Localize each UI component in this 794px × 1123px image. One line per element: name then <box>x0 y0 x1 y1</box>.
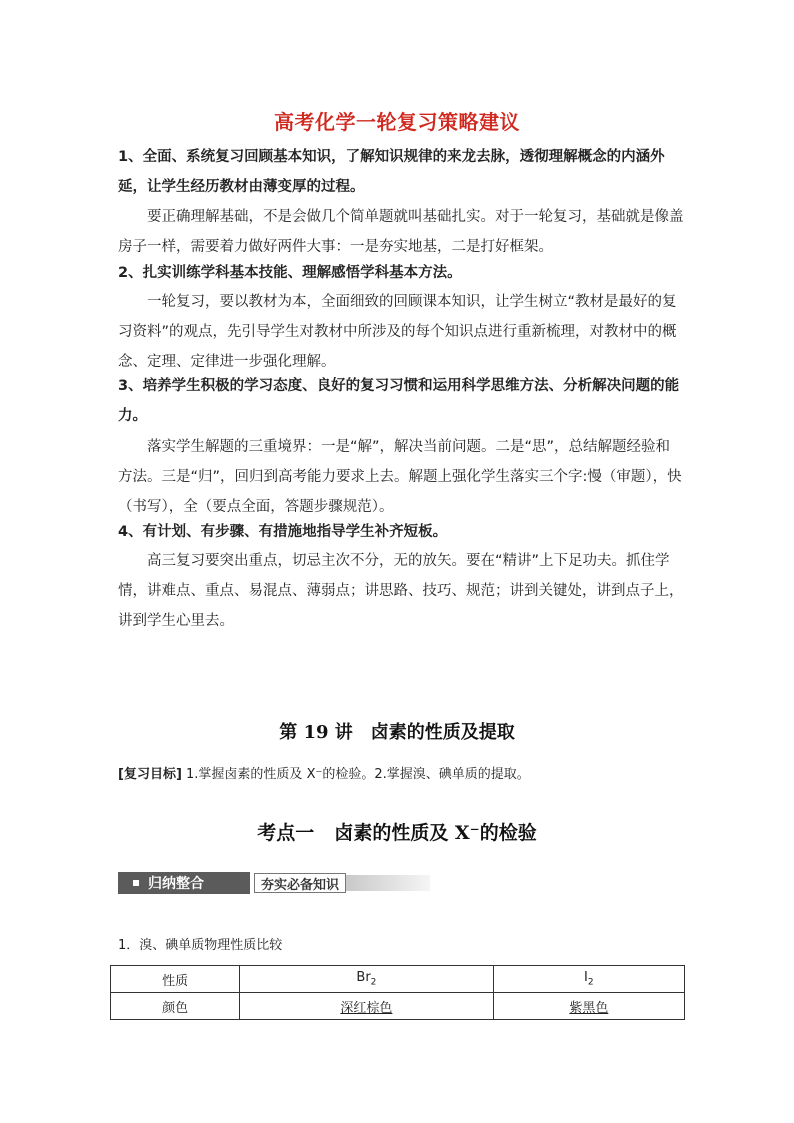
section-banner <box>118 872 430 894</box>
kaodian-label: 考点一 <box>257 822 315 844</box>
advice-3-body: 落实学生解题的三重境界：一是“解”，解决当前问题。二是“思”，总结解题经验和方法。三是“归”，回归到高考能力要求上去。解题上强化学生落实三个字:慢（审题），快（书写），全（要点全面，答题步骤规范）。 <box>118 439 682 515</box>
table-cell: 紫黑色 <box>493 993 684 1020</box>
advice-4-body: 高三复习要突出重点，切忌主次不分，无的放矢。要在“精讲”上下足功夫。抓住学情，讲难点、重点、易混点、薄弱点；讲思路、技巧、规范；讲到关键处，讲到点子上，讲到学生心里去。 <box>118 553 684 629</box>
advice-2-heading: 2、扎实训练学科基本技能、理解感悟学科基本方法。 <box>118 265 462 281</box>
banner-light-label: 夯实必备知识 <box>254 873 346 893</box>
advice-1-heading: 1、全面、系统复习回顾基本知识，了解知识规律的来龙去脉，透彻理解概念的内涵外延，让学生经历教材由薄变厚的过程。 <box>118 149 665 195</box>
lesson-title <box>0 718 794 744</box>
banner-dark-label: 归纳整合 <box>148 876 204 892</box>
kaodian-name: 卤素的性质及 X⁻的检验 <box>334 822 537 844</box>
square-bullet-icon <box>133 880 139 886</box>
section-heading: 1．溴、碘单质物理性质比较 <box>118 938 283 953</box>
review-goals-text: 1.掌握卤素的性质及 X⁻的检验。2.掌握溴、碘单质的提取。 <box>186 767 530 782</box>
table-row <box>111 993 685 1020</box>
properties-table <box>110 965 685 1020</box>
page-title: 高考化学一轮复习策略建议 <box>274 110 520 134</box>
lesson-number: 第 19 讲 <box>279 722 353 743</box>
table-header-cell: 性质 <box>111 966 240 993</box>
kaodian-title <box>0 818 794 845</box>
lesson-name: 卤素的性质及提取 <box>370 722 515 743</box>
review-goals <box>118 765 718 785</box>
table-header-row <box>111 966 685 993</box>
table-cell: 深红棕色 <box>240 993 493 1020</box>
table-cell: 颜色 <box>111 993 240 1020</box>
banner-fade-bar <box>346 875 430 891</box>
review-goals-tag: [复习目标] <box>118 767 182 782</box>
banner-dark-tab <box>118 872 250 894</box>
table-header-cell: $I_2$ <box>493 966 684 993</box>
advice-2-body: 一轮复习，要以教材为本，全面细致的回顾课本知识，让学生树立“教材是最好的复习资料”的观点，先引导学生对教材中所涉及的每个知识点进行重新梳理，对教材中的概念、定理、定律进一步强化理解。 <box>118 294 677 370</box>
table-header-cell: $Br_2$ <box>240 966 493 993</box>
advice-3-heading: 3、培养学生积极的学习态度、良好的复习习惯和运用科学思维方法、分析解决问题的能力。 <box>118 378 680 424</box>
advice-4-heading: 4、有计划、有步骤、有措施地指导学生补齐短板。 <box>118 524 448 540</box>
advice-1-body: 要正确理解基础，不是会做几个简单题就叫基础扎实。对于一轮复习，基础就是像盖房子一样，需要着力做好两件大事：一是夯实地基，二是打好框架。 <box>118 209 684 255</box>
